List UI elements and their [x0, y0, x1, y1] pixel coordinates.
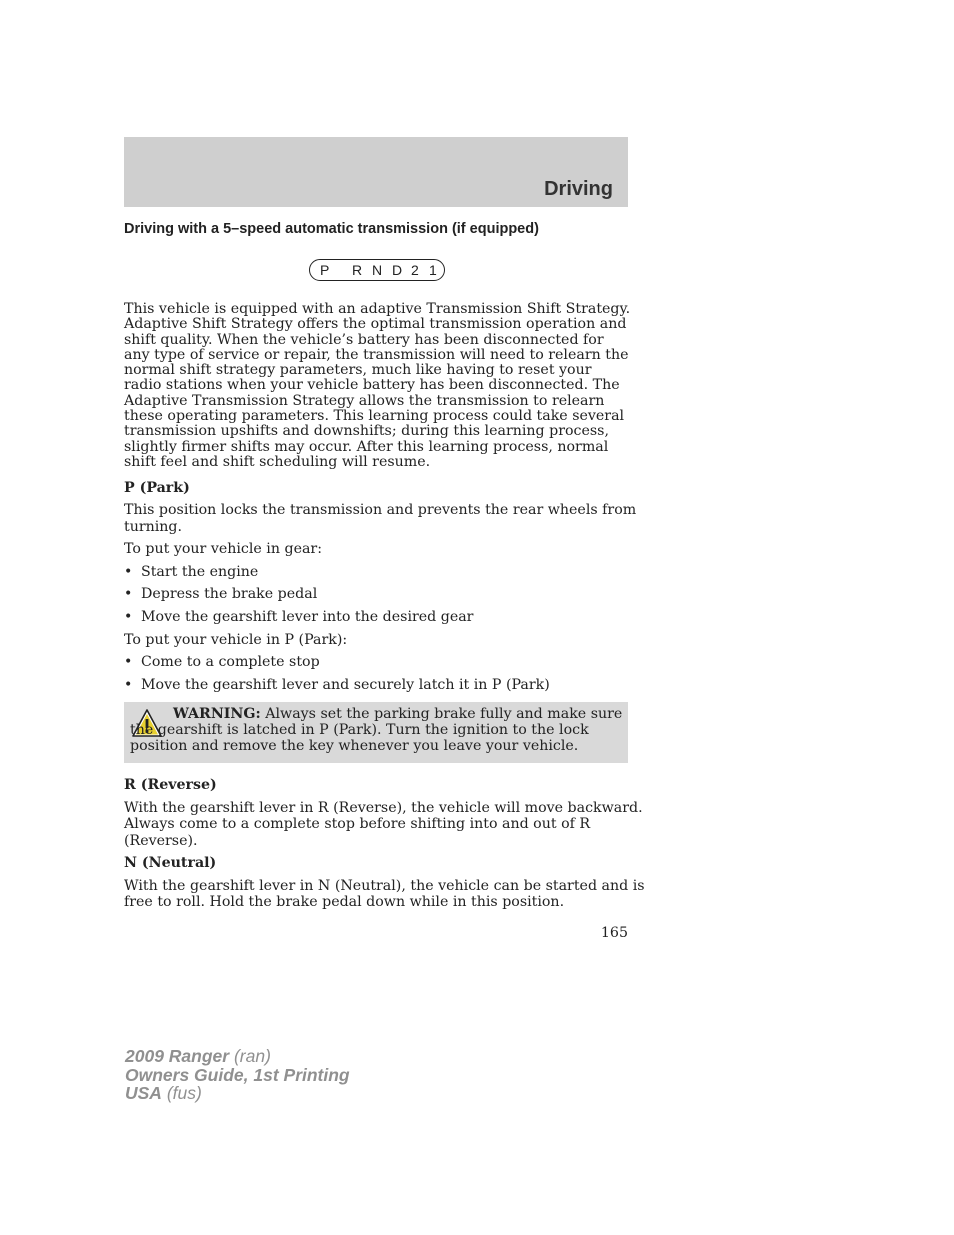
footer-market-code: (fus)	[166, 1083, 202, 1103]
list-item-text: Come to a complete stop	[141, 654, 320, 670]
park-heading: P (Park)	[124, 480, 190, 496]
footer-model: 2009 Ranger	[125, 1046, 230, 1066]
list-item-text: Move the gearshift lever and securely latch it in P (Park)	[141, 677, 550, 693]
gear-position-indicator	[309, 259, 445, 281]
bullet-dot: •	[124, 586, 133, 602]
warning-message	[130, 706, 624, 754]
footer-model-code: (ran)	[233, 1046, 271, 1066]
park-description-line2: turning.	[124, 519, 183, 535]
intro-text: This vehicle is equipped with an adaptive Transmission Shift Strategy. Adaptive Shift Strategy offers the optimal transmission operation and shift quality. When the vehicle’s battery has been disconnected for any type of service or repair, the transmission will need to relearn the normal shift strategy parameters, much like having to reset your radio stations when your vehicle battery has been disconnected. The Adaptive Transmission Strategy allows the transmission to relearn these operating parameters. This learning process could take several transmission upshifts and downshifts; during this learning process, slightly firmer shifts may occur. After this learning process, normal shift feel and shift scheduling will resume.	[124, 301, 631, 470]
footer-edition-line	[125, 1066, 350, 1085]
neutral-line2: free to roll. Hold the brake pedal down while in this position.	[124, 894, 565, 910]
gear-letter-r: R	[352, 262, 363, 278]
neutral-line1: With the gearshift lever in N (Neutral), the vehicle can be started and is	[124, 878, 645, 894]
in-gear-intro: To put your vehicle in gear:	[124, 541, 322, 557]
gear-letter-2: 2	[411, 262, 419, 278]
bullet-dot: •	[124, 654, 133, 670]
reverse-heading: R (Reverse)	[124, 777, 217, 793]
park-description-line1: This position locks the transmission and prevents the rear wheels from	[124, 502, 637, 518]
bullet-dot: •	[124, 609, 133, 625]
footer-model-line	[125, 1047, 350, 1066]
footer-market: USA	[125, 1083, 162, 1103]
gear-letter-d: D	[392, 262, 403, 278]
section-header-bar	[124, 137, 628, 207]
warning-body: Always set the parking brake fully and make sure the gearshift is latched in P (Park). Turn the ignition to the lock position and remove the key whenever you leave your vehicle.	[130, 706, 623, 754]
footer-edition: Owners Guide, 1st Printing	[125, 1064, 350, 1085]
footer-market-line	[125, 1084, 350, 1103]
subsection-heading: Driving with a 5–speed automatic transmission (if equipped)	[124, 221, 539, 237]
list-item-text: Move the gearshift lever into the desired gear	[141, 609, 474, 625]
to-park-intro: To put your vehicle in P (Park):	[124, 632, 348, 648]
gear-letter-n: N	[372, 262, 383, 278]
warning-label: WARNING:	[173, 706, 261, 722]
bullet-dot: •	[124, 564, 133, 580]
gear-letter-p: P	[320, 262, 330, 278]
warning-box	[124, 702, 628, 763]
reverse-line2: Always come to a complete stop before shifting into and out of R	[124, 816, 591, 832]
page-number: 165	[600, 925, 628, 941]
publication-footer	[125, 1047, 350, 1103]
intro-paragraph	[124, 302, 632, 470]
bullet-dot: •	[124, 677, 133, 693]
section-title: Driving	[544, 178, 613, 200]
neutral-heading: N (Neutral)	[124, 855, 217, 871]
list-item-text: Start the engine	[141, 564, 259, 580]
reverse-line3: (Reverse).	[124, 833, 198, 849]
reverse-line1: With the gearshift lever in R (Reverse), the vehicle will move backward.	[124, 800, 643, 816]
gear-letter-1: 1	[429, 262, 437, 278]
list-item-text: Depress the brake pedal	[141, 586, 318, 602]
